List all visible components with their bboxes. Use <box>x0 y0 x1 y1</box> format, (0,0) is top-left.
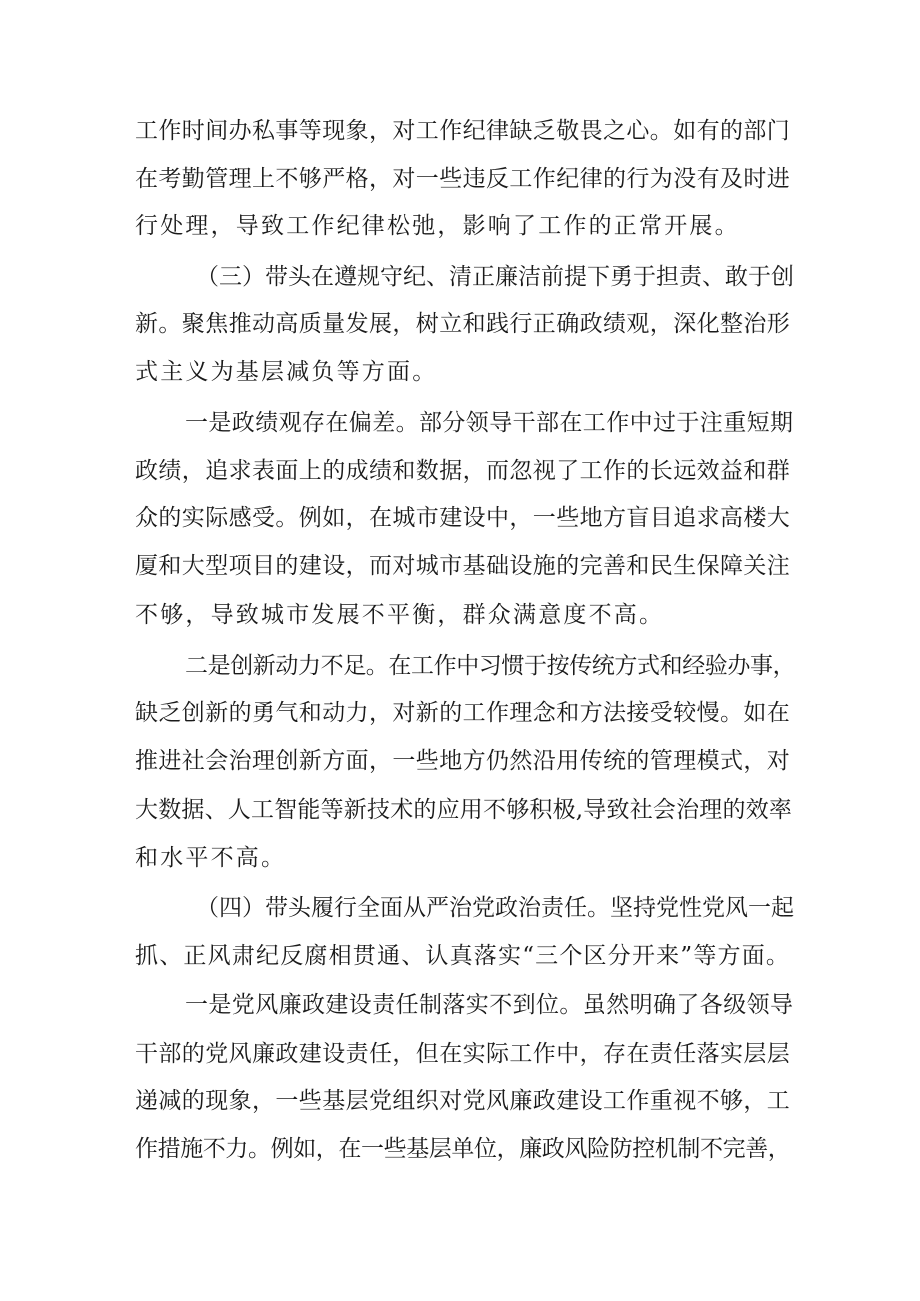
text-line: 新。聚焦推动高质量发展，树立和践行正确政绩观，深化整治形 <box>135 311 791 337</box>
text-line: 众的实际感受。例如，在城市建设中，一些地方盲目追求高楼大 <box>135 505 791 531</box>
text-line: 在考勤管理上不够严格，对一些违反工作纪律的行为没有及时进 <box>135 166 791 192</box>
text-line: 二是创新动力不足。在工作中习惯于按传统方式和经验办事， <box>185 653 796 679</box>
text-line: 递减的现象，一些基层党组织对党风廉政建设工作重视不够，工 <box>135 1088 791 1114</box>
text-line: 抓、正风肃纪反腐相贯通、认真落实“三个区分开来”等方面。 <box>135 943 791 969</box>
text-line: 干部的党风廉政建设责任，但在实际工作中，存在责任落实层层 <box>135 1041 791 1067</box>
text-line: 大数据、人工智能等新技术的应用不够积极,导致社会治理的效率 <box>135 797 793 823</box>
text-line: 工作时间办私事等现象，对工作纪律缺乏敬畏之心。如有的部门 <box>135 118 791 144</box>
text-line: 式主义为基层减负等方面。 <box>135 359 438 385</box>
text-line: 政绩，追求表面上的成绩和数据，而忽视了工作的长远效益和群 <box>135 458 791 484</box>
text-line: 行处理，导致工作纪律松弛，影响了工作的正常开展。 <box>135 213 740 239</box>
text-line: 一是政绩观存在偏差。部分领导干部在工作中过于注重短期 <box>185 410 794 436</box>
text-line: 不够，导致城市发展不平衡，群众满意度不高。 <box>135 602 665 628</box>
text-line: 缺乏创新的勇气和动力，对新的工作理念和方法接受较慢。如在 <box>135 700 791 726</box>
text-line: （四）带头履行全面从严治党政治责任。坚持党性党风一起 <box>196 895 794 921</box>
text-line: 一是党风廉政建设责任制落实不到位。虽然明确了各级领导 <box>185 992 794 1018</box>
text-line: 推进社会治理创新方面，一些地方仍然沿用传统的管理模式，对 <box>135 748 791 774</box>
text-line: （三）带头在遵规守纪、清正廉洁前提下勇于担责、敢于创 <box>196 264 794 290</box>
text-line: 和水平不高。 <box>135 845 287 871</box>
text-line: 作措施不力。例如，在一些基层单位，廉政风险防控机制不完善， <box>135 1136 791 1162</box>
text-line: 厦和大型项目的建设，而对城市基础设施的完善和民生保障关注 <box>135 553 791 579</box>
